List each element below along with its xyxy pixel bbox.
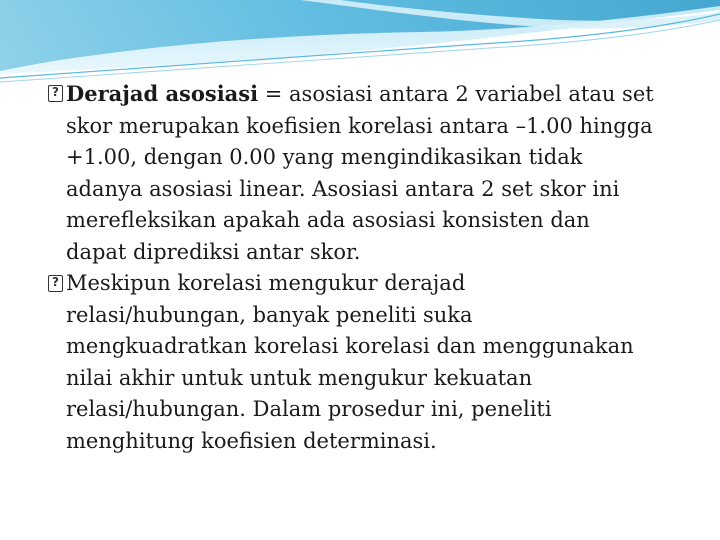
- bullet-text-line: Meskipun korelasi mengukur derajad: [66, 271, 466, 295]
- bullet-text-line: +1.00, dengan 0.00 yang mengindikasikan tidak: [66, 145, 583, 169]
- bullet-text-line: relasi/hubungan, banyak peneliti suka: [66, 302, 473, 327]
- bullet-text-line: relasi/hubungan. Dalam prosedur ini, peneliti: [66, 397, 552, 421]
- bullet-term: Derajad asosiasi: [66, 81, 259, 106]
- bullet-text-line: adanya asosiasi linear. Asosiasi antara 2 set skor ini: [66, 176, 620, 201]
- missing-glyph-icon: [48, 85, 63, 102]
- bullet-text-line: menghitung koefisien determinasi.: [66, 428, 437, 453]
- bullet-text-line: merefleksikan apakah ada asosiasi konsisten dan: [66, 208, 590, 232]
- slide-content: [48, 78, 688, 457]
- bullet-item-derajad-asosiasi: [48, 78, 688, 268]
- bullet-text-line: = asosiasi antara 2 variabel atau set: [258, 82, 654, 106]
- bullet-text-line: nilai akhir untuk untuk mengukur kekuatan: [66, 365, 533, 390]
- header-wave-banner: [0, 0, 720, 90]
- bullet-text-line: skor merupakan koefisien korelasi antara –1.00 hingga: [66, 113, 653, 138]
- bullet-text-line: dapat diprediksi antar skor.: [66, 239, 361, 264]
- bullet-item-meskipun-korelasi: [48, 268, 688, 457]
- missing-glyph-icon: [48, 275, 63, 292]
- bullet-text-line: mengkuadratkan korelasi korelasi dan menggunakan: [66, 334, 634, 358]
